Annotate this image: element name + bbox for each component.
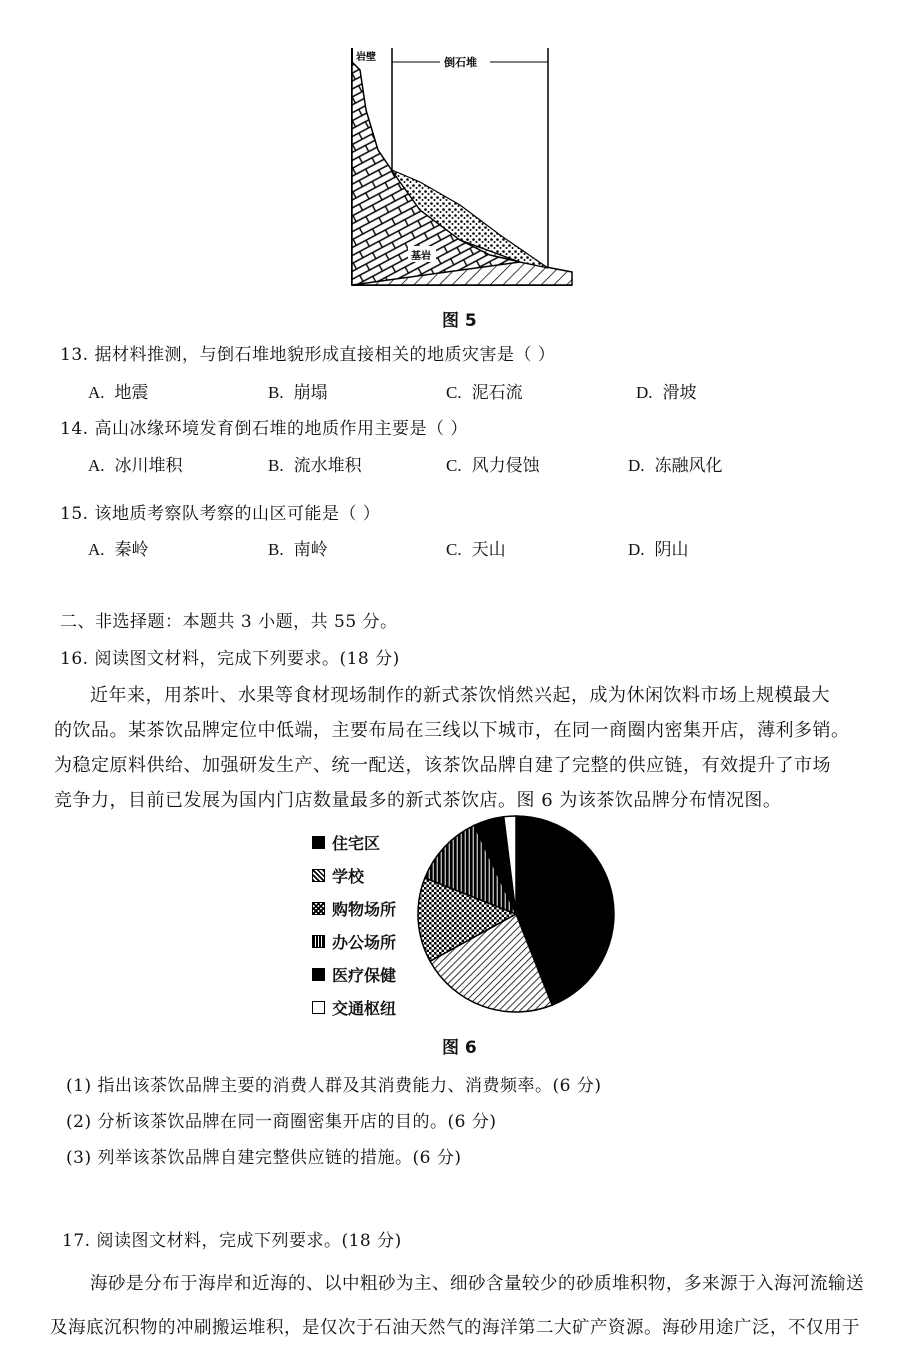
q14-option-d[interactable]: D. 冻融风化 — [628, 456, 723, 476]
q17-stem: 17. 阅读图文材料，完成下列要求。(18 分) — [62, 1231, 402, 1251]
q16-subquestion-1: (1) 指出该茶饮品牌主要的消费人群及其消费能力、消费频率。(6 分) — [66, 1076, 602, 1096]
legend-item-residential — [312, 826, 396, 859]
legend-label: 交通枢纽 — [332, 999, 397, 1018]
label-pile: 倒石堆 — [444, 56, 477, 69]
q16-para-line: 的饮品。某茶饮品牌定位中低端，主要布局在三线以下城市，在同一商圈内密集开店，薄利多销。 — [54, 720, 850, 741]
q16-para-line: 为稳定原料供给、加强研发生产、统一配送，该茶饮品牌自建了完整的供应链，有效提升了市场 — [54, 755, 831, 776]
legend-label: 住宅区 — [332, 834, 381, 853]
legend-item-transport — [312, 991, 396, 1024]
q15-stem: 15. 该地质考察队考察的山区可能是（ ） — [60, 504, 381, 524]
q14-option-b[interactable]: B. 流水堆积 — [268, 456, 362, 476]
label-bedrock: 基岩 — [411, 251, 431, 262]
label-wall: 岩壁 — [356, 52, 376, 63]
legend-item-medical — [312, 958, 396, 991]
legend-item-office — [312, 925, 396, 958]
q16-subquestion-2: (2) 分析该茶饮品牌在同一商圈密集开店的目的。(6 分) — [66, 1112, 497, 1132]
legend-label: 学校 — [332, 867, 365, 886]
q13-option-a[interactable]: A. 地震 — [88, 383, 149, 403]
q13-option-c[interactable]: C. 泥石流 — [446, 383, 523, 403]
q16-para-line: 近年来，用茶叶、水果等食材现场制作的新式茶饮悄然兴起，成为休闲饮料市场上规模最大 — [90, 685, 830, 706]
q17-para-line: 及海底沉积物的冲刷搬运堆积，是仅次于石油天然气的海洋第二大矿产资源。海砂用途广泛，不仅用于 — [50, 1318, 860, 1338]
legend-swatch — [312, 935, 325, 948]
q15-option-c[interactable]: C. 天山 — [446, 540, 506, 560]
figure-6-caption: 图 6 — [442, 1038, 477, 1058]
legend-swatch — [312, 902, 325, 915]
q15-option-b[interactable]: B. 南岭 — [268, 540, 328, 560]
legend-label: 购物场所 — [332, 900, 397, 919]
legend-swatch — [312, 869, 325, 882]
q13-option-b[interactable]: B. 崩塌 — [268, 383, 328, 403]
q14-stem: 14. 高山冰缘环境发育倒石堆的地质作用主要是（ ） — [60, 419, 468, 439]
q16-para-line: 竞争力，目前已发展为国内门店数量最多的新式茶饮店。图 6 为该茶饮品牌分布情况图。 — [54, 790, 782, 811]
figure-6-pie — [414, 812, 618, 1020]
figure-5 — [340, 40, 580, 290]
q14-option-a[interactable]: A. 冰川堆积 — [88, 456, 183, 476]
figure-5-caption: 图 5 — [442, 311, 477, 331]
q15-option-a[interactable]: A. 秦岭 — [88, 540, 149, 560]
q13-stem: 13. 据材料推测，与倒石堆地貌形成直接相关的地质灾害是（ ） — [60, 345, 556, 365]
q14-option-c[interactable]: C. 风力侵蚀 — [446, 456, 540, 476]
q13-option-d[interactable]: D. 滑坡 — [636, 383, 697, 403]
legend-item-shopping — [312, 892, 396, 925]
pie-chart — [414, 812, 618, 1016]
legend-label: 办公场所 — [332, 933, 397, 952]
legend-swatch — [312, 968, 325, 981]
figure-6-legend — [312, 826, 396, 1024]
q16-stem: 16. 阅读图文材料，完成下列要求。(18 分) — [60, 649, 400, 669]
talus-diagram — [340, 40, 580, 290]
legend-swatch — [312, 1001, 325, 1014]
q16-subquestion-3: (3) 列举该茶饮品牌自建完整供应链的措施。(6 分) — [66, 1148, 462, 1168]
q17-para-line: 海砂是分布于海岸和近海的、以中粗砂为主、细砂含量较少的砂质堆积物，多来源于入海河流输送 — [90, 1274, 864, 1294]
section-2-heading: 二、非选择题：本题共 3 小题，共 55 分。 — [60, 612, 398, 632]
legend-swatch — [312, 836, 325, 849]
q15-option-d[interactable]: D. 阴山 — [628, 540, 689, 560]
legend-item-school — [312, 859, 396, 892]
legend-label: 医疗保健 — [332, 966, 397, 985]
